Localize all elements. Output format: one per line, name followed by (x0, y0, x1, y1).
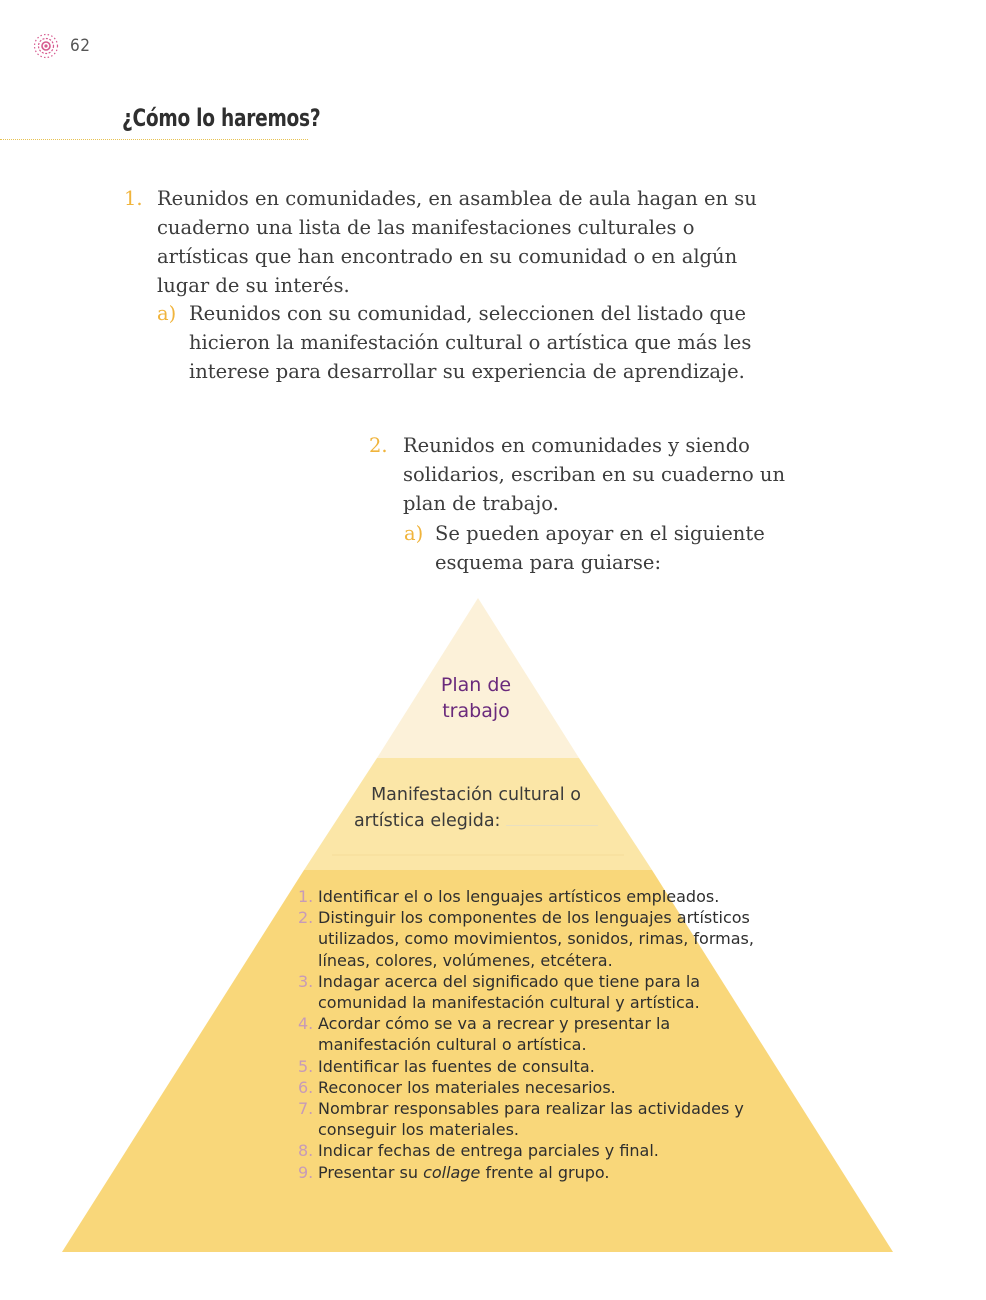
pyramid-title-line1: Plan de (440, 674, 512, 696)
step-number: 2. (298, 908, 314, 928)
instruction-1a-text: Reunidos con su comunidad, seleccionen del listado que hicieron la manifestación cultural o artística que más les interese para desarrollar su experiencia de aprendizaje. (189, 302, 752, 383)
work-plan-steps (298, 886, 788, 1183)
page-number: 62 (70, 36, 91, 56)
instruction-2-text: Reunidos en comunidades y siendo solidarios, escriban en su cuaderno un plan de trabajo. (403, 434, 786, 515)
step-number: 8. (298, 1141, 314, 1161)
list-item (298, 1098, 788, 1140)
list-item (298, 971, 788, 1013)
step-number: 4. (298, 1014, 314, 1034)
step-text-italic: collage (423, 1162, 481, 1182)
pyramid-title-line2: trabajo (442, 700, 510, 722)
step-text: Identificar las fuentes de consulta. (318, 1056, 595, 1076)
step-text: Nombrar responsables para realizar las actividades y conseguir los materiales. (318, 1099, 744, 1140)
list-item (298, 907, 788, 971)
instruction-2-number: 2. (369, 434, 388, 457)
pyramid-title (376, 672, 576, 724)
list-item (298, 1056, 788, 1077)
step-text: Indicar fechas de entrega parciales y final. (318, 1141, 659, 1161)
step-text: Identificar el o los lenguajes artísticos empleados. (318, 887, 720, 906)
instruction-1-number: 1. (124, 187, 143, 210)
section-title: ¿Cómo lo haremos? (122, 104, 321, 132)
list-item (298, 1140, 788, 1161)
step-number: 9. (298, 1162, 314, 1182)
instruction-2a-letter: a) (404, 522, 424, 545)
instruction-1a-letter: a) (157, 302, 177, 325)
instruction-1-text: Reunidos en comunidades, en asamblea de aula hagan en su cuaderno una lista de las manifestaciones culturales o artísticas que han encontrado en su comunidad o en algún lugar de su interés. (157, 187, 757, 297)
pyramid-middle-line1: Manifestación cultural o (371, 785, 581, 805)
step-number: 1. (298, 887, 314, 906)
step-number: 6. (298, 1077, 314, 1097)
answer-blank (506, 825, 598, 826)
list-item (298, 1162, 788, 1183)
list-item (298, 1077, 788, 1098)
step-number: 5. (298, 1056, 314, 1076)
step-text: Acordar cómo se va a recrear y presentar la manifestación cultural o artística. (318, 1014, 671, 1055)
list-item (298, 886, 788, 907)
step-text: Distinguir los componentes de los lenguajes artísticos utilizados, como movimientos, sonidos, rimas, formas, líneas, colores, volúmenes, etcétera. (318, 908, 754, 970)
instruction-2a-text: Se pueden apoyar en el siguiente esquema para guiarse: (435, 522, 765, 574)
list-item (298, 1013, 788, 1055)
pyramid-middle-line2: artística elegida: (353, 811, 501, 831)
step-number: 3. (298, 971, 314, 991)
step-text: Indagar acerca del significado que tiene para la comunidad la manifestación cultural y artística. (318, 971, 701, 1013)
step-text: Reconocer los materiales necesarios. (318, 1077, 616, 1097)
step-text-before: Presentar su (318, 1162, 418, 1182)
step-number: 7. (298, 1099, 314, 1119)
pyramid-chosen-manifestation (336, 782, 616, 834)
step-text-after: frente al grupo. (485, 1162, 610, 1182)
